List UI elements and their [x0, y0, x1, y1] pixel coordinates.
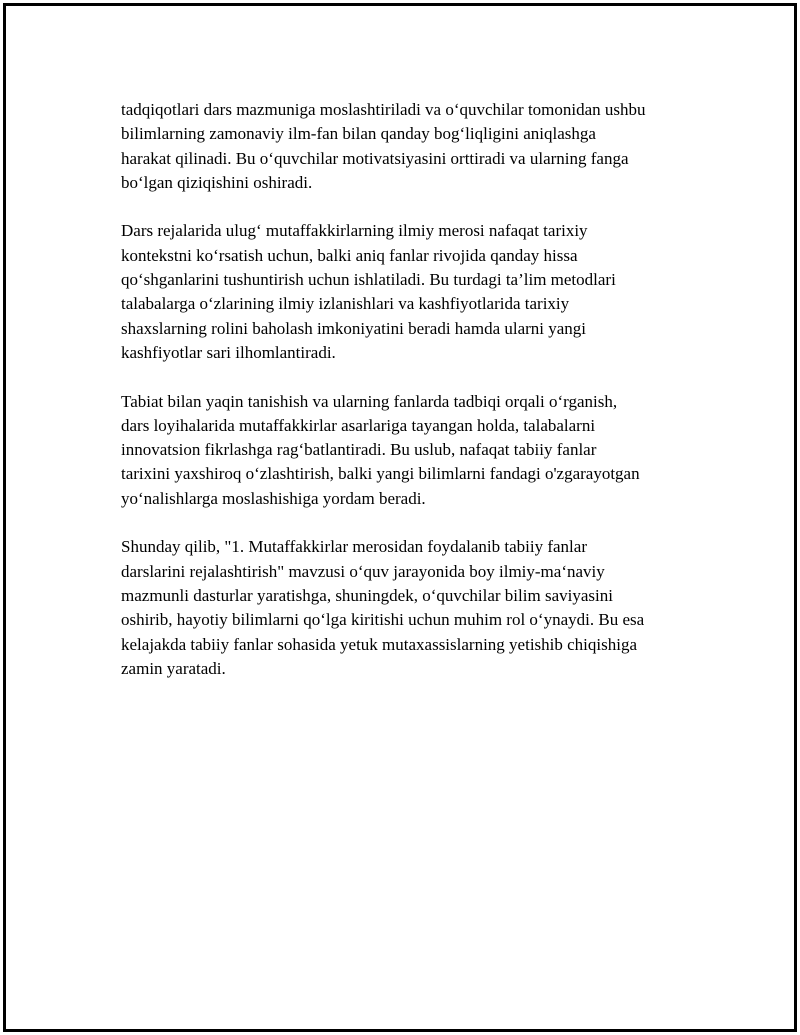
paragraph-2	[121, 219, 701, 365]
text-line: bilimlarning zamonaviy ilm-fan bilan qanday bog‘liqligini aniqlashga	[121, 124, 596, 144]
text-line: talabalarga o‘zlarining ilmiy izlanishlari va kashfiyotlarida tarixiy	[121, 294, 570, 314]
text-line: darslarini rejalashtirish" mavzusi o‘quv jarayonida boy ilmiy-ma‘naviy	[121, 561, 605, 581]
text-line: Tabiat bilan yaqin tanishish va ularning fanlarda tadbiqi orqali o‘rganish,	[121, 391, 618, 411]
text-line: Shunday qilib, "1. Mutaffakkirlar merosidan foydalanib tabiiy fanlar	[121, 537, 587, 557]
paragraph-4	[121, 535, 701, 681]
text-line: yo‘nalishlarga moslashishiga yordam beradi.	[121, 488, 426, 508]
text-line: mazmunli dasturlar yaratishga, shuningdek, o‘quvchilar bilim saviyasini	[121, 585, 613, 605]
text-line: bo‘lgan qiziqishini oshiradi.	[121, 172, 313, 192]
text-line: kelajakda tabiiy fanlar sohasida yetuk mutaxassislarning yetishib chiqishiga	[121, 634, 638, 654]
text-line: innovatsion fikrlashga rag‘batlantiradi. Bu uslub, nafaqat tabiiy fanlar	[121, 440, 597, 460]
text-line: harakat qilinadi. Bu o‘quvchilar motivatsiyasini orttiradi va ularning fanga	[121, 148, 629, 168]
text-line: kontekstni ko‘rsatish uchun, balki aniq fanlar rivojida qanday hissa	[121, 245, 578, 265]
text-line: tarixini yaxshiroq o‘zlashtirish, balki yangi bilimlarni fandagi o'zgarayotgan	[121, 464, 640, 484]
text-line: oshirib, hayotiy bilimlarni qo‘lga kiritishi uchun muhim rol o‘ynaydi. Bu esa	[121, 610, 645, 630]
page-frame	[3, 3, 797, 1032]
text-line: kashfiyotlar sari ilhomlantiradi.	[121, 342, 336, 362]
paragraph-3	[121, 390, 701, 511]
text-line: zamin yaratadi.	[121, 658, 226, 678]
document-body	[121, 98, 701, 705]
text-line: tadqiqotlari dars mazmuniga moslashtiriladi va o‘quvchilar tomonidan ushbu	[121, 100, 646, 119]
text-line: Dars rejalarida ulug‘ mutaffakkirlarning ilmiy merosi nafaqat tarixiy	[121, 221, 588, 241]
paragraph-1	[121, 98, 701, 195]
text-line: dars loyihalarida mutaffakkirlar asarlariga tayangan holda, talabalarni	[121, 415, 596, 435]
text-line: shaxslarning rolini baholash imkoniyatini beradi hamda ularni yangi	[121, 318, 587, 338]
text-line: qo‘shganlarini tushuntirish uchun ishlatiladi. Bu turdagi ta’lim metodlari	[121, 270, 616, 290]
